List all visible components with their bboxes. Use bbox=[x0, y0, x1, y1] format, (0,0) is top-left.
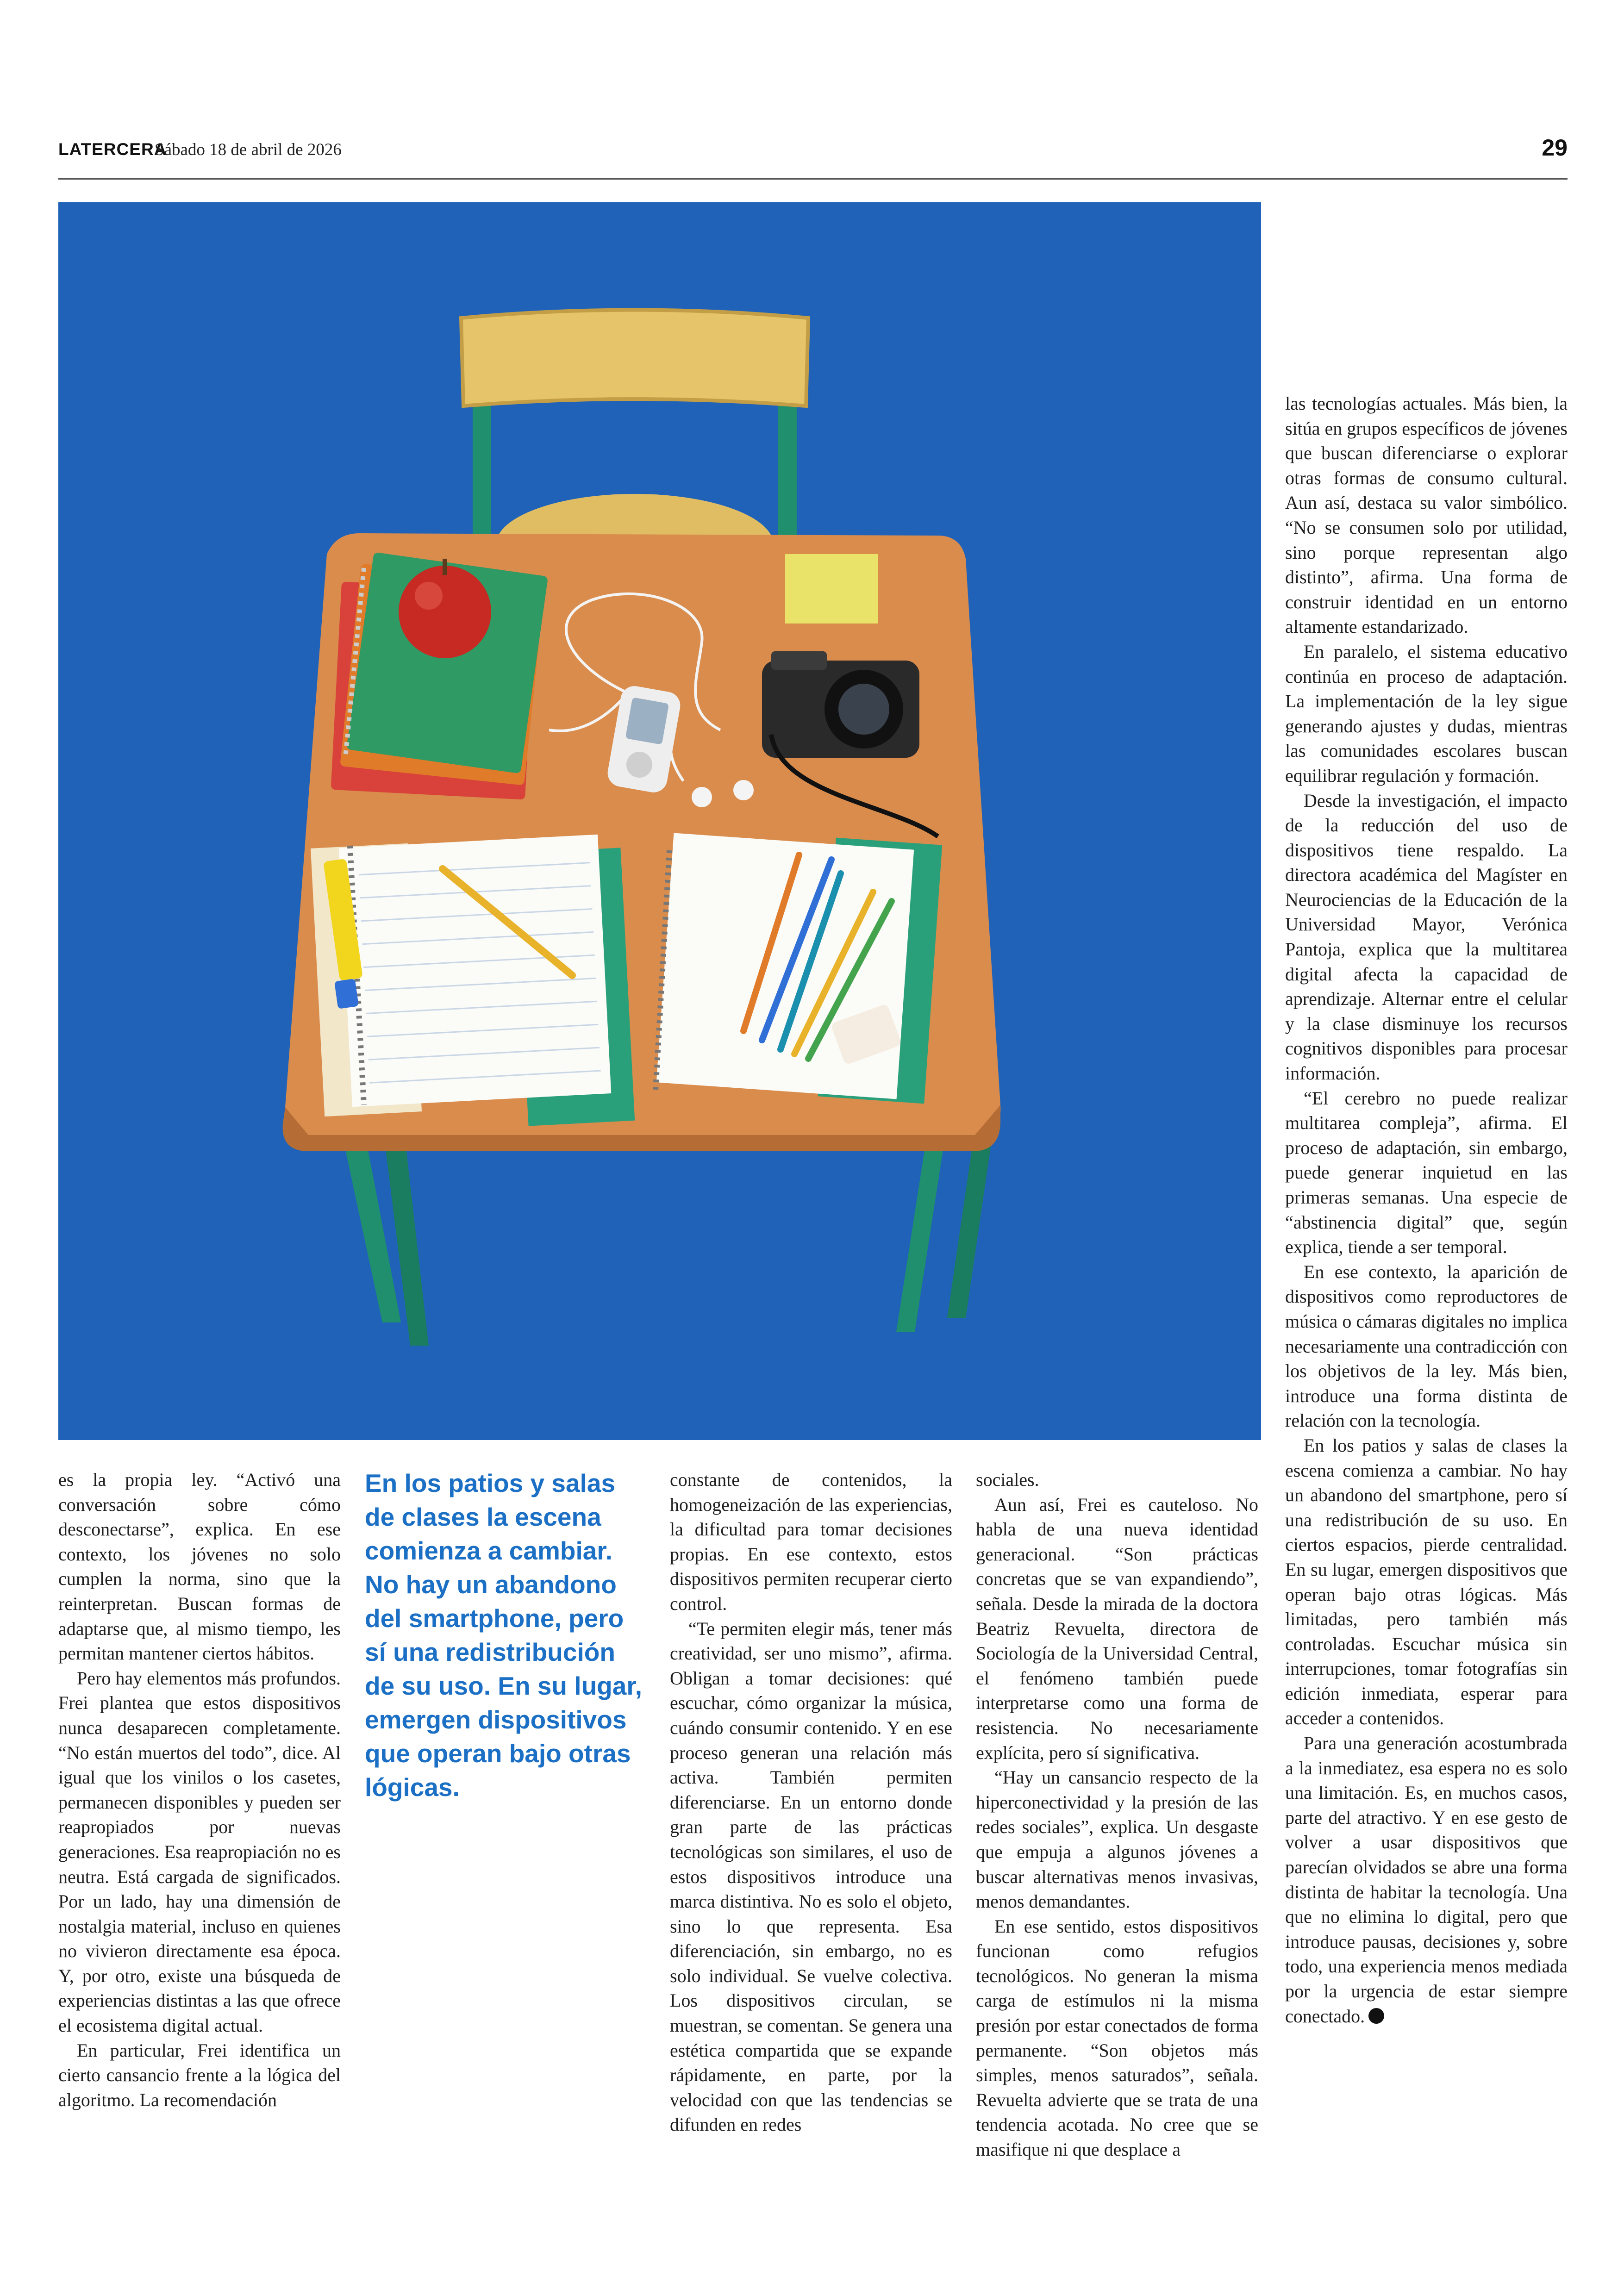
school-desk-photo bbox=[58, 202, 1261, 1440]
header-rule bbox=[58, 178, 1568, 180]
article-column-4 bbox=[976, 1467, 1258, 2162]
page-number: 29 bbox=[1542, 135, 1568, 161]
paragraph: es la propia ley. “Activó una conversación sobre cómo desconectarse”, explica. En ese contexto, los jóvenes no solo cumplen la norma, sino que la reinterpretan. Buscan formas de adaptarse que, al mismo tiempo, les permitan mantener ciertos hábitos. bbox=[58, 1469, 341, 1664]
article-column-5 bbox=[1285, 391, 1568, 2028]
paragraph: “Te permiten elegir más, tener más creatividad, ser uno mismo”, afirma. Obligan a tomar decisiones: qué escuchar, cómo organizar la música, cuándo consumir contenido. Y en ese proceso generan una relación más activa. También permiten diferenciarse. En un entorno donde gran parte de las prácticas tecnológicas son similares, el uso de estos dispositivos introduce una marca distintiva. No es solo el objeto, sino lo que representa. Esa diferenciación, sin embargo, no es solo individual. Se vuelve colectiva. Los dispositivos circulan, se muestran, se comentan. Se genera una estética compartida que se expande rápidamente, en parte, por la velocidad con que las tendencias se difunden en redes bbox=[670, 1618, 952, 2135]
paragraph: En ese sentido, estos dispositivos funcionan como refugios tecnológicos. No generan la misma carga de estímulos ni la misma presión por estar conectados de forma permanente. “Son objetos más simples, menos saturados”, señala. Revuelta advierte que se trata de una tendencia acotada. No cree que se masifique ni que desplace a bbox=[976, 1915, 1258, 2160]
paragraph: “Hay un cansancio respecto de la hiperconectividad y la presión de las redes sociales”, explica. Un desgaste que empuja a algunos jóvenes a buscar alternativas menos invasivas, menos demandantes. bbox=[976, 1767, 1258, 1912]
issue-date: Sábado 18 de abril de 2026 bbox=[155, 140, 342, 159]
paragraph: En los patios y salas de clases la escena comienza a cambiar. No hay un abandono del smartphone, pero sí una redistribución de su uso. En ciertos espacios, pierde centralidad. En su lugar, emergen dispositivos que operan bajo otras lógicas. Más limitadas, pero también más controladas. Escuchar música sin interrupciones, tomar fotografías sin edición inmediata, esperar para acceder a contenidos. bbox=[1285, 1434, 1568, 1729]
paragraph-final bbox=[1285, 1731, 1568, 2028]
sticky-note bbox=[785, 554, 878, 624]
paragraph: Pero hay elementos más profundos. Frei plantea que estos dispositivos nunca desaparecen completamente. “No están muertos del todo”, dice. Al igual que los vinilos o los casetes, permanecen disponibles y pueden ser reapropiados por nuevas generaciones. Esa reapropiación no es neutra. Está cargada de significados. Por un lado, hay una dimensión de nostalgia material, incluso en quienes no vivieron directamente esa época. Y, por otro, existe una búsqueda de experiencias distintas a las que ofrece el ecosistema digital actual. bbox=[58, 1667, 341, 2036]
paragraph: Desde la investigación, el impacto de la reducción del uso de dispositivos tiene respaldo. La directora académica del Magíster en Neurociencias de la Educación de la Universidad Mayor, Verónica Pantoja, explica que la multitarea digital afecta la capacidad de aprendizaje. Alternar entre el celular y la clase disminuye los recursos cognitivos disponibles para procesar información. bbox=[1285, 790, 1568, 1084]
article-column-1 bbox=[58, 1467, 341, 2112]
right-notebook bbox=[656, 833, 942, 1104]
paragraph: “El cerebro no puede realizar multitarea compleja”, afirma. El proceso de adaptación, sin embargo, puede generar inquietud en las primeras semanas. Una especie de “abstinencia digital” que, según explica, tiende a ser temporal. bbox=[1285, 1087, 1568, 1258]
article-column-3 bbox=[670, 1467, 952, 2137]
paragraph: En ese contexto, la aparición de dispositivos como reproductores de música o cámaras digitales no implica necesariamente una contradicción con los objetivos de la ley. Más bien, introduce una forma distinta de relación con la tecnología. bbox=[1285, 1261, 1568, 1431]
paragraph: constante de contenidos, la homogeneización de las experiencias, la dificultad para tomar decisiones propias. En ese contexto, estos dispositivos permiten recuperar cierto control. bbox=[670, 1469, 952, 1614]
paragraph: En paralelo, el sistema educativo continúa en proceso de adaptación. La implementación de la ley sigue generando ajustes y dudas, mientras las comunidades escolares buscan equilibrar regulación y formación. bbox=[1285, 641, 1568, 786]
paragraph: sociales. bbox=[976, 1469, 1039, 1490]
paragraph-text: Para una generación acostumbrada a la inmediatez, esa espera no es solo una limitación. Es, en muchos casos, parte del atractivo. Y en ese gesto de volver a usar dispositivos que parecían olvidados se abre una forma distinta de habitar la tecnología. Una que no elimina lo digital, pero que introduce pausas, decisiones y, sobre todo, una experiencia menos mediada por la urgencia de estar siempre conectado. bbox=[1285, 1733, 1568, 2027]
left-notebook bbox=[311, 835, 635, 1126]
newspaper-brand: LATERCERA bbox=[58, 140, 167, 159]
end-of-article-mark bbox=[1368, 2008, 1384, 2024]
paragraph: Aun así, Frei es cauteloso. No habla de una nueva identidad generacional. “Son prácticas concretas que se van expandiendo”, señala. Desde la mirada de la doctora Beatriz Revuelta, directora de Sociología de la Universidad Central, el fenómeno también puede interpretarse como una forma de resistencia. No necesariamente explícita, pero sí significativa. bbox=[976, 1494, 1258, 1763]
page-header bbox=[58, 134, 1568, 181]
paragraph: En particular, Frei identifica un cierto cansancio frente a la lógica del algoritmo. La recomendación bbox=[58, 2039, 341, 2110]
paragraph: las tecnologías actuales. Más bien, la sitúa en grupos específicos de jóvenes que buscan diferenciarse o explorar otras formas de consumo cultural. Aun así, destaca su valor simbólico. “No se consumen solo por utilidad, sino porque representan algo distinto”, afirma. Una forma de construir identidad en un entorno altamente estandarizado. bbox=[1285, 393, 1568, 637]
pull-quote: En los patios y salas de clases la escena comienza a cambiar. No hay un abandono del smartphone, pero sí una redistribución de su uso. En su lugar, emergen dispositivos que operan bajo otras lógicas. bbox=[365, 1469, 643, 1802]
